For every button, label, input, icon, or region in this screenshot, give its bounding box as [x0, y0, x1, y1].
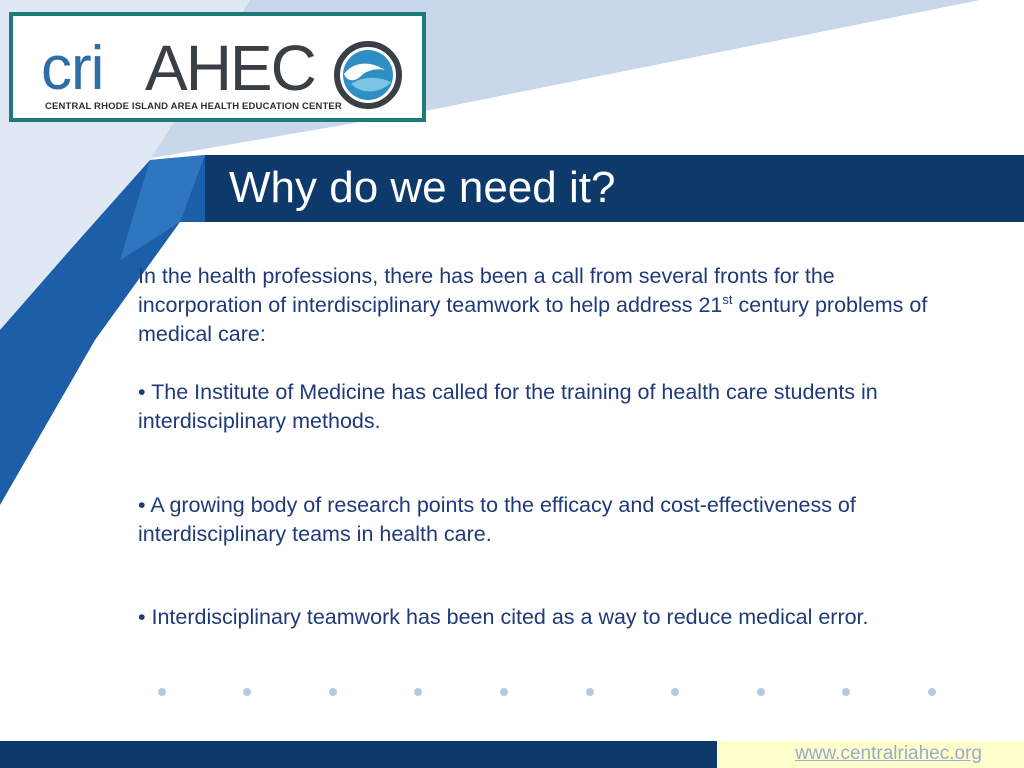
divider-dot: [329, 688, 337, 696]
slide-title: Why do we need it?: [229, 163, 616, 212]
divider-dot: [842, 688, 850, 696]
intro-text-after: century problems of medical care:: [138, 293, 928, 346]
divider-dot: [414, 688, 422, 696]
dot-divider: [158, 688, 938, 698]
divider-dot: [757, 688, 765, 696]
divider-dot: [928, 688, 936, 696]
bullet-item: • A growing body of research points to the efficacy and cost-effectiveness of interdisciplinary teams in health care.: [138, 493, 856, 546]
divider-dot: [500, 688, 508, 696]
logo-tagline: CENTRAL RHODE ISLAND AREA HEALTH EDUCATION CENTER: [45, 101, 342, 112]
divider-dot: [243, 688, 251, 696]
divider-dot: [586, 688, 594, 696]
intro-text-before: In the health professions, there has been a call from several fronts for the incorporation of interdisciplinary teamwork to help address 21: [138, 264, 835, 317]
logo-wordmark-ahec: AHEC: [145, 32, 315, 104]
wave-circle-icon: [333, 40, 403, 110]
footer-url-box: [717, 741, 1024, 768]
intro-superscript: st: [722, 291, 733, 307]
divider-dot: [158, 688, 166, 696]
bullet-item: • Interdisciplinary teamwork has been cited as a way to reduce medical error.: [138, 605, 869, 629]
title-bar: [205, 155, 1024, 222]
footer-website-link[interactable]: www.centralriahec.org: [795, 743, 982, 764]
bullet-item: • The Institute of Medicine has called for the training of health care students in interdisciplinary methods.: [138, 380, 878, 433]
logo-wordmark-cri: cri: [41, 34, 104, 103]
criahec-logo: [9, 12, 426, 122]
divider-dot: [671, 688, 679, 696]
intro-paragraph: [138, 262, 958, 349]
